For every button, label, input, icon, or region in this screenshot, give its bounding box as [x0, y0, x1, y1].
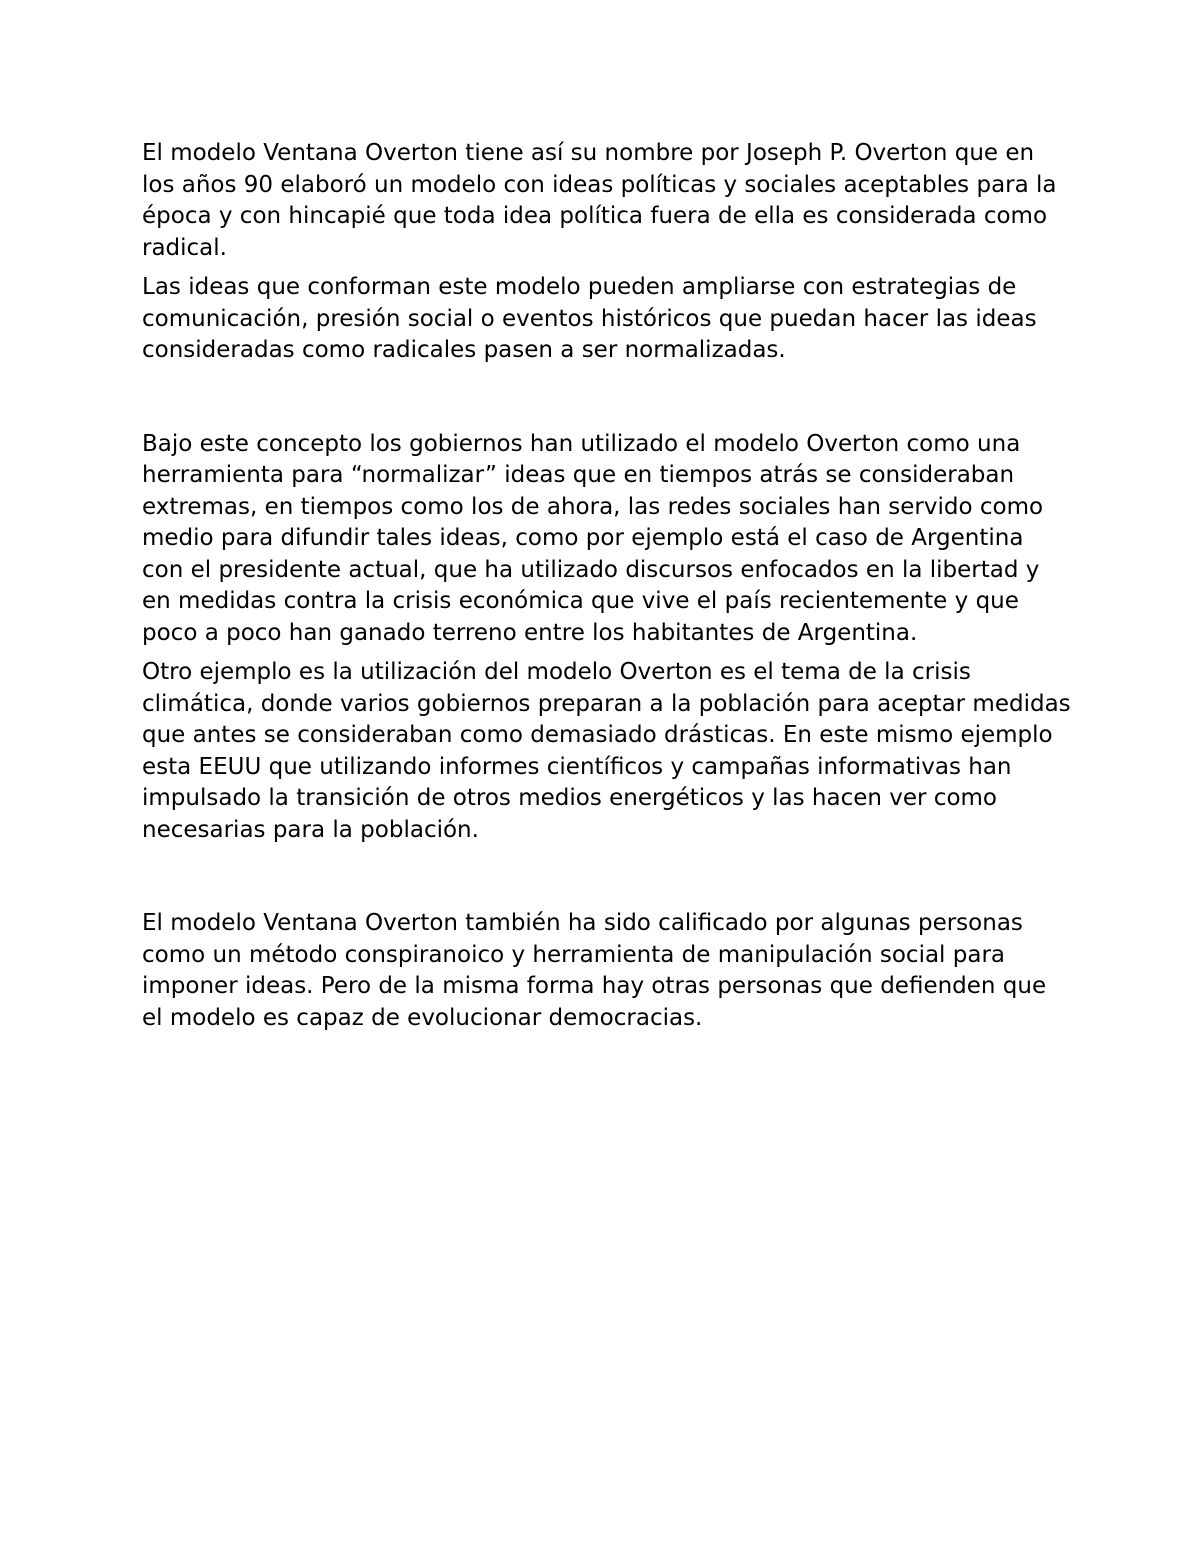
paragraph-climate-example: Otro ejemplo es la utilización del modelo Overton es el tema de la crisis climática, donde varios gobiernos preparan a la población para aceptar medidas que antes se consideraban como demasiado drásticas. En este mismo ejemplo esta EEUU que utilizando informes científicos y campañas informativas han impulsado la transición de otros medios energéticos y las hacen ver como necesarias para la población. [142, 659, 1071, 843]
paragraph-spacing [142, 264, 1072, 272]
paragraph-argentina-example: Bajo este concepto los gobiernos han utilizado el modelo Overton como una herramienta para “normalizar” ideas que en tiempos atrás se consideraban extremas, en tiempos como los de ahora, las redes sociales han servido como medio para difundir tales ideas, como por ejemplo está el caso de Argentina con el presidente actual, que ha utilizado discursos enfocados en la libertad y en medidas contra la crisis económica que vive el país recientemente y que poco a poco han ganado terreno entre los habitantes de Argentina. [142, 430, 1044, 646]
document-body [142, 138, 1072, 1034]
paragraph-overton-origin: El modelo Ventana Overton tiene así su nombre por Joseph P. Overton que en los años 90 elaboró un modelo con ideas políticas y sociales aceptables para la época y con hincapié que toda idea política fuera de ella es considerada como radical. [142, 140, 1057, 261]
blank-line [142, 367, 1072, 429]
blank-line [142, 846, 1072, 908]
paragraph-spacing [142, 649, 1072, 657]
paragraph-criticism: El modelo Ventana Overton también ha sido calificado por algunas personas como un método conspiranoico y herramienta de manipulación social para imponer ideas. Pero de la misma forma hay otras personas que defienden que el modelo es capaz de evolucionar democracias. [142, 910, 1047, 1031]
paragraph-model-expansion: Las ideas que conforman este modelo pueden ampliarse con estrategias de comunicación, presión social o eventos históricos que puedan hacer las ideas consideradas como radicales pasen a ser normalizadas. [142, 274, 1037, 363]
